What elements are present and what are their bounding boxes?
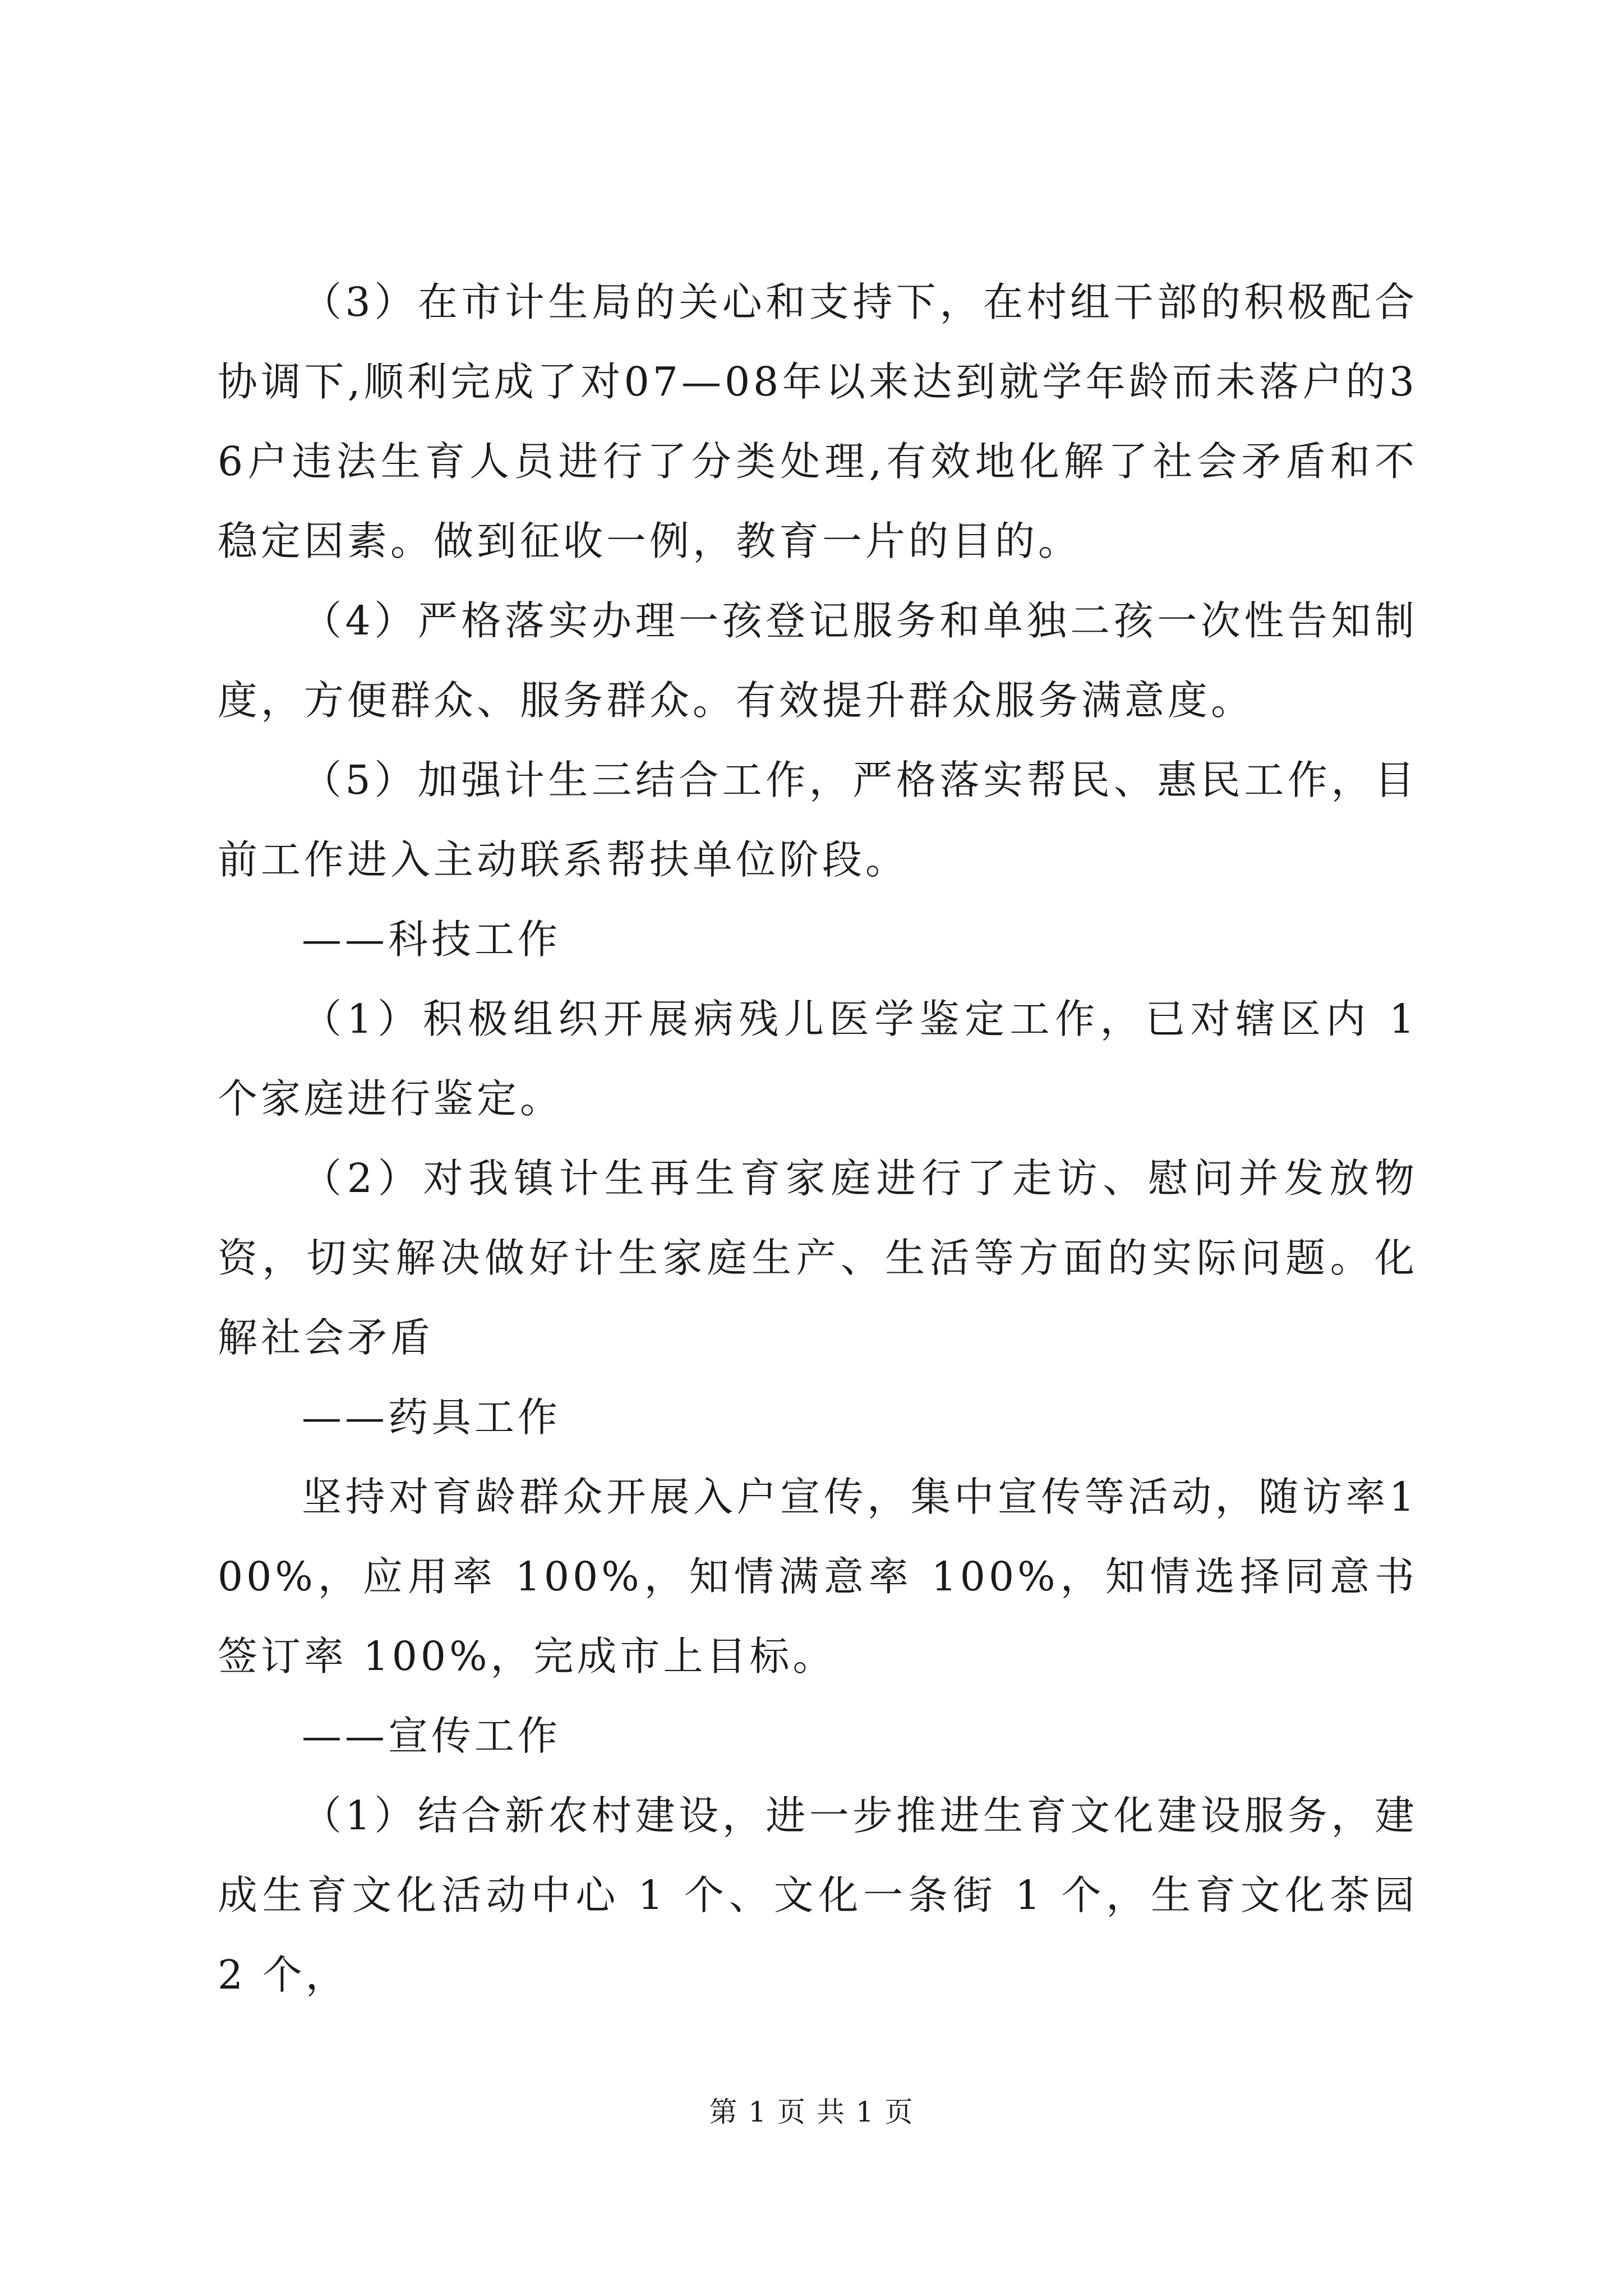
paragraph-item-5: （5）加强计生三结合工作，严格落实帮民、惠民工作，目前工作进入主动联系帮扶单位阶段。 [218, 757, 1418, 883]
paragraph-medicine: 坚持对育龄群众开展入户宣传，集中宣传等活动，随访率100%，应用率 100%，知情满意率 100%，知情选择同意书签订率 100%，完成市上目标。 [218, 1474, 1418, 1680]
paragraph-item-4: （4）严格落实办理一孩登记服务和单独二孩一次性告知制度，方便群众、服务群众。有效提升群众服务满意度。 [218, 597, 1418, 724]
paragraph-item-3: （3）在市计生局的关心和支持下，在村组干部的积极配合协调下,顺利完成了对07—08年以来达到就学年龄而未落户的36户违法生育人员进行了分类处理,有效地化解了社会矛盾和不稳定因素。做到征收一例，教育一片的目的。 [218, 279, 1418, 564]
section-heading-publicity: ——宣传工作 [302, 1713, 561, 1759]
document-body [218, 263, 1418, 2015]
section-heading-medicine: ——药具工作 [302, 1394, 561, 1441]
section-heading-tech: ——科技工作 [302, 916, 561, 963]
paragraph-tech-item-2: （2）对我镇计生再生育家庭进行了走访、慰问并发放物资，切实解决做好计生家庭生产、生活等方面的实际问题。化解社会矛盾 [218, 1155, 1418, 1361]
paragraph-tech-item-1: （1）积极组织开展病残儿医学鉴定工作，已对辖区内 1 个家庭进行鉴定。 [218, 996, 1418, 1122]
page-footer: 第 1 页 共 1 页 [709, 2096, 914, 2128]
paragraph-publicity-item-1: （1）结合新农村建设，进一步推进生育文化建设服务，建成生育文化活动中心 1 个、文化一条街 1 个，生育文化茶园 2 个， [218, 1792, 1418, 1998]
